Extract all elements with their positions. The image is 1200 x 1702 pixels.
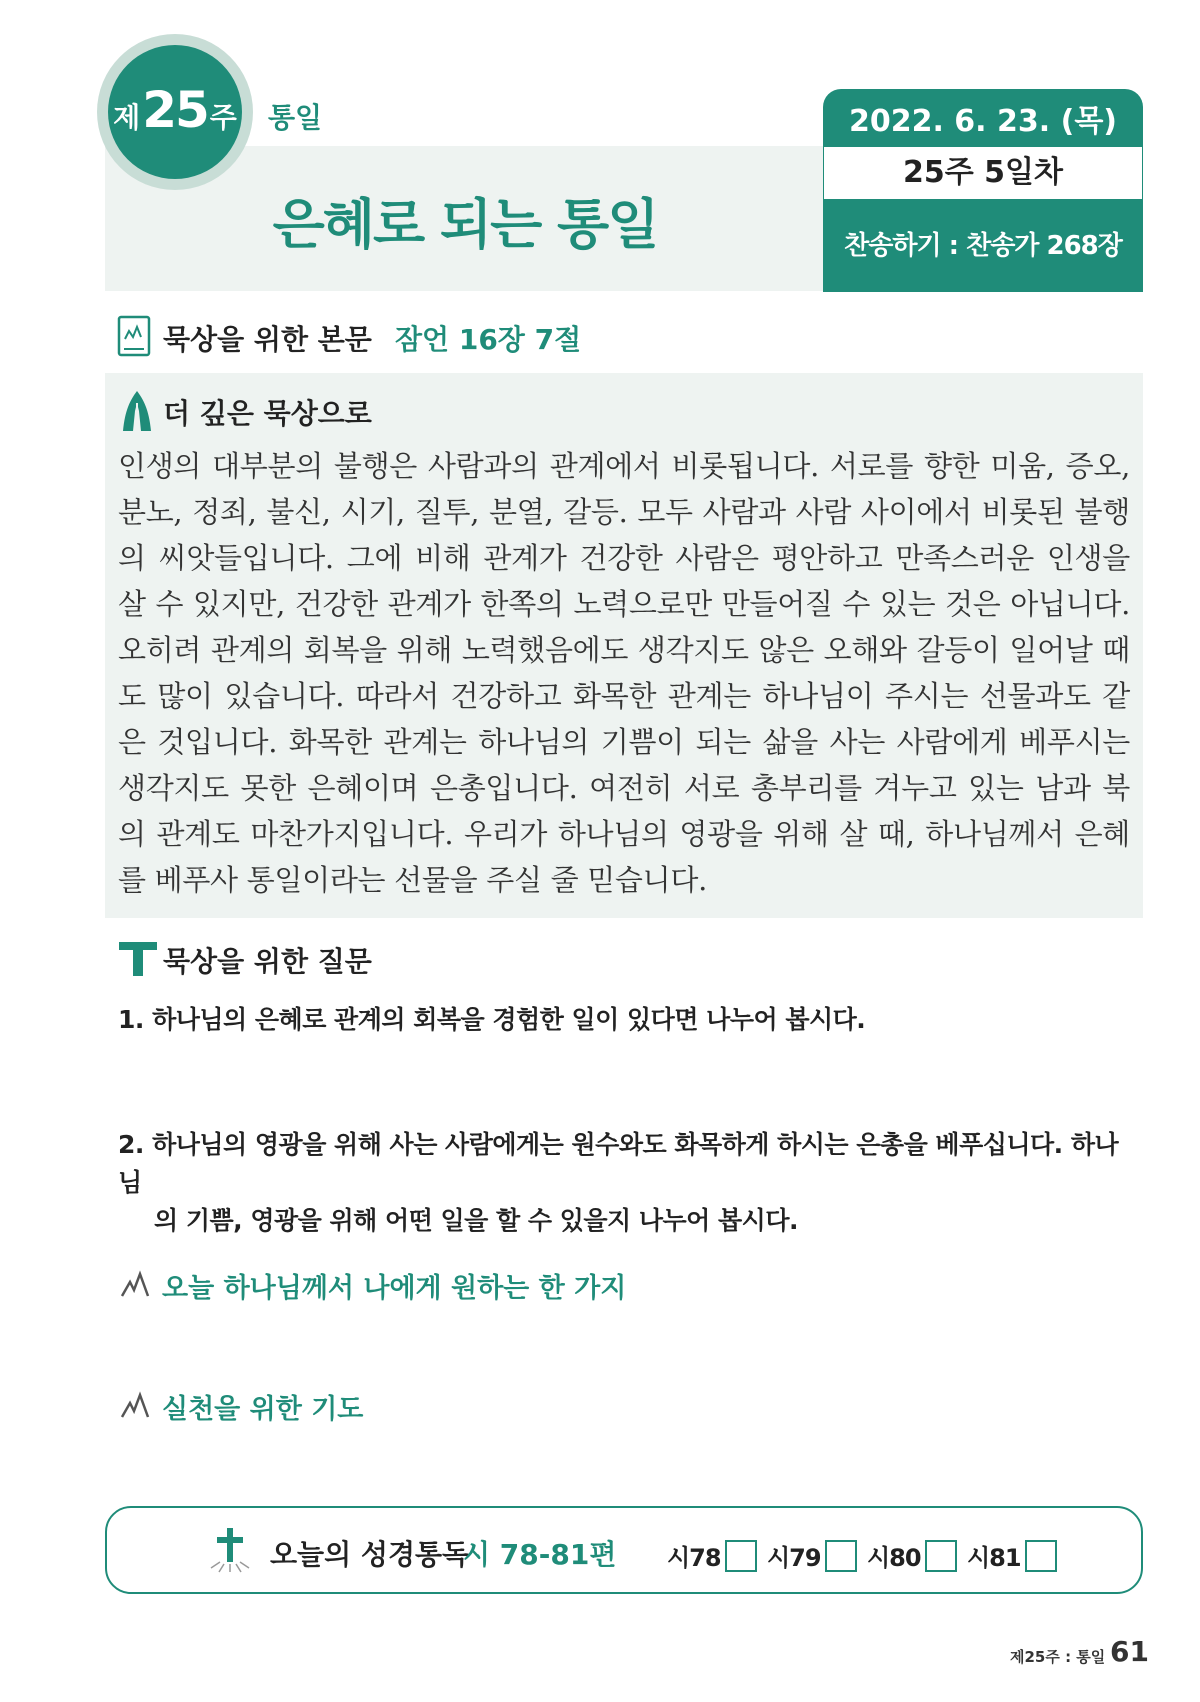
- hymn-label: 찬송하기 : 찬송가 268장: [844, 231, 1122, 261]
- week-number: 25: [142, 81, 208, 139]
- meditation-body: 인생의 대부분의 불행은 사람과의 관계에서 비롯됩니다. 서로를 향한 미움, 증오, 분노, 정죄, 불신, 시기, 질투, 분열, 갈등. 모두 사람과 사람 사이에서 비롯된 불행의 씨앗들입니다. 그에 비해 관계가 건강한 사람은 평안하고 만족스러운 인생을 살 수 있지만, 건강한 관계가 한쪽의 노력으로만 만들어질 수 있는 것은 아닙니다. 오히려 관계의 회복을 위해 노력했음에도 생각지도 않은 오해와 갈등이 일어날 때도 많이 있습니다. 따라서 건강하고 화목한 관계는 하나님이 주시는 선물과도 같은 것입니다. 화목한 관계는 하나님의 기쁨이 되는 삶을 사는 사람에게 베푸시는 생각지도 못한 은혜이며 은총입니다. 여전히 서로 총부리를 겨누고 있는 남과 북의 관계도 마찬가지입니다. 우리가 하나님의 영광을 위해 살 때, 하나님께서 은혜를 베푸사 통일이라는 선물을 주실 줄 믿습니다.: [118, 449, 1130, 897]
- question-1: 1. 하나님의 은혜로 관계의 회복을 경험한 일이 있다면 나누어 봅시다.: [118, 1005, 866, 1034]
- bible-reading-range: 시 78-81편: [463, 1538, 617, 1571]
- reading-checkbox-item[interactable]: [667, 1538, 757, 1573]
- reading-checkbox[interactable]: [1025, 1540, 1057, 1572]
- scripture-reference: 잠언 16장 7절: [395, 323, 582, 356]
- meditation-title: 더 깊은 묵상으로: [163, 397, 372, 430]
- questions-title: 묵상을 위한 질문: [163, 945, 372, 978]
- reading-checkbox[interactable]: [825, 1540, 857, 1572]
- category-label: 통일: [268, 101, 323, 134]
- scripture-label: 묵상을 위한 본문: [163, 323, 372, 356]
- praying-hands-icon: [117, 389, 157, 433]
- question-2-line1: 2. 하나님의 영광을 위해 사는 사람에게는 원수와도 화목하게 하시는 은총을 베푸십니다. 하나님: [118, 1130, 1119, 1197]
- page-number: 61: [1110, 1635, 1149, 1668]
- reading-checkbox[interactable]: [725, 1540, 757, 1572]
- page-title: 은혜로 되는 통일: [272, 193, 658, 256]
- cross-light-icon: [208, 1526, 252, 1574]
- date-label: 2022. 6. 23. (목): [848, 104, 1118, 139]
- cross-icon: [117, 938, 159, 978]
- reading-item-label: 시81: [967, 1544, 1021, 1572]
- day-label: 25주 5일차: [823, 146, 1143, 200]
- reading-checkbox-item[interactable]: [967, 1538, 1057, 1573]
- book-icon: [117, 315, 151, 357]
- mountain-icon: [120, 1270, 150, 1298]
- week-badge: [108, 45, 242, 179]
- question-2-line2: 의 기쁨, 영광을 위해 어떤 일을 할 수 있을지 나누어 봅시다.: [154, 1206, 798, 1235]
- week-prefix: 제: [113, 101, 141, 134]
- reading-checkbox-item[interactable]: [767, 1538, 857, 1573]
- reading-checkbox-item[interactable]: [867, 1538, 957, 1573]
- footer-label: 제25주 : 통일: [1010, 1648, 1106, 1666]
- question-2: [118, 1126, 1138, 1240]
- reading-item-label: 시79: [767, 1544, 821, 1572]
- reading-item-label: 시78: [667, 1544, 721, 1572]
- week-suffix: 주: [209, 101, 237, 134]
- mountain-icon: [120, 1391, 150, 1419]
- reading-item-label: 시80: [867, 1544, 921, 1572]
- bible-reading-title: 오늘의 성경통독: [270, 1538, 470, 1571]
- reading-checkbox[interactable]: [925, 1540, 957, 1572]
- prayer-label: 실천을 위한 기도: [162, 1394, 364, 1425]
- today-one-thing-label: 오늘 하나님께서 나에게 원하는 한 가지: [162, 1273, 627, 1304]
